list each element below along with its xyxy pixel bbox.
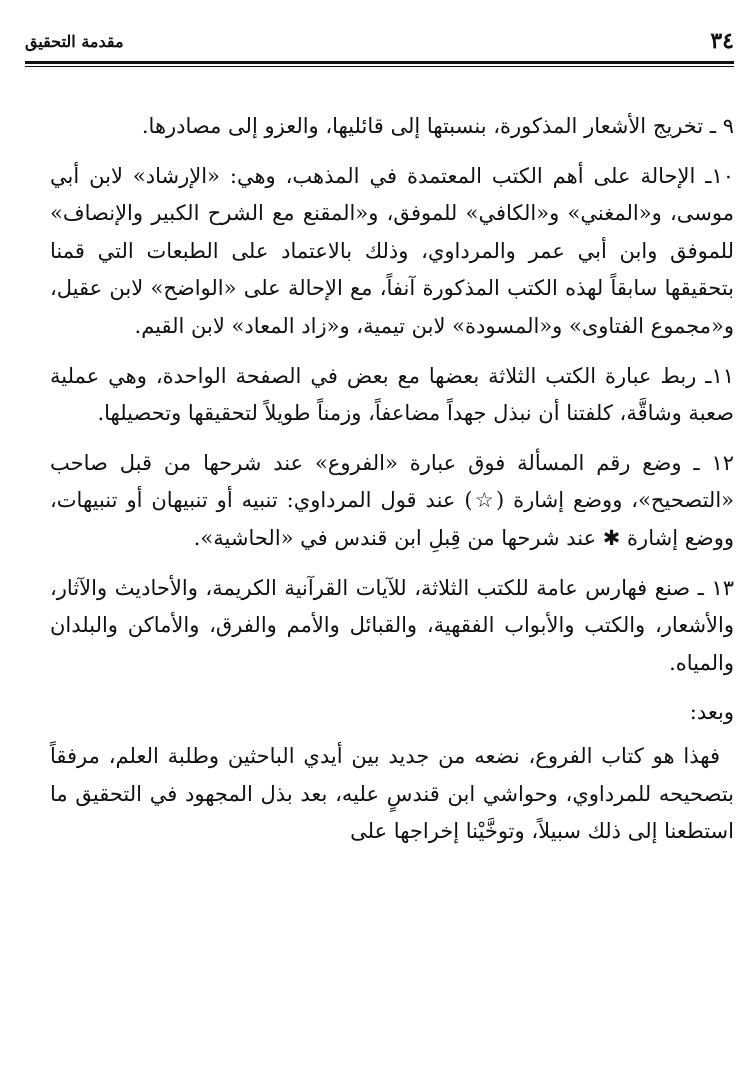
paragraph-item-10: ١٠ـ الإحالة على أهم الكتب المعتمدة في المذهب، وهي: «الإرشاد» لابن أبي موسى، و«المغني» و«الكافي» للموفق، و«المقنع مع الشرح الكبير والإنصاف» للموفق وابن أبي عمر والمرداوي، وذلك بالاعتماد على الطبعات التي قمنا بتحقيقها سابقاً لهذه الكتب المذكورة آنفاً، مع الإحالة على «الواضح» لابن عقيل، و«مجموع الفتاوى» و«المسودة» لابن تيمية، و«زاد المعاد» لابن القيم. (50, 163, 734, 338)
running-title: مقدمة التحقيق (25, 32, 124, 51)
header-rule-thin (25, 66, 734, 67)
page-number: ٣٤ (710, 28, 734, 54)
header-rule-thick (25, 61, 734, 64)
paragraph-item-12: ١٢ ـ وضع رقم المسألة فوق عبارة «الفروع» عند شرحها من قبل صاحب «التصحيح»، ووضع إشارة (☆) عند قول المرداوي: تنبيه أو تنبيهان أو تنبيهات، ووضع إشارة ✱ عند شرحها من قِبلِ ابن قندس في «الحاشية». (50, 450, 734, 550)
paragraph-item-9: ٩ ـ تخريج الأشعار المذكورة، بنسبتها إلى قائليها، والعزو إلى مصادرها. (141, 114, 734, 138)
section-lead: وبعد: (689, 700, 734, 725)
paragraph-item-13: ١٣ ـ صنع فهارس عامة للكتب الثلاثة، للآيات القرآنية الكريمة، والأحاديث والآثار، والأشعار، والكتب والأبواب الفقهية، والقبائل والأمم والفرق، والأماكن والبلدان والمياه. (50, 575, 734, 675)
page-header (25, 28, 734, 56)
body-text (50, 108, 734, 863)
paragraph-item-11: ١١ـ ربط عبارة الكتب الثلاثة بعضها مع بعض في الصفحة الواحدة، وهي عملية صعبة وشاقَّة، كلفتنا أن نبذل جهداً مضاعفاً، وزمناً طويلاً لتحقيقها وتحصيلها. (50, 363, 734, 426)
paragraph-closing: فهذا هو كتاب الفروع، نضعه من جديد بين أيدي الباحثين وطلبة العلم، مرفقاً بتصحيحه للمرداوي، وحواشي ابن قندسٍ عليه، بعد بذل المجهود في التحقيق ما استطعنا إلى ذلك سبيلاً، وتوخَّيْنا إخراجها على (50, 743, 734, 844)
